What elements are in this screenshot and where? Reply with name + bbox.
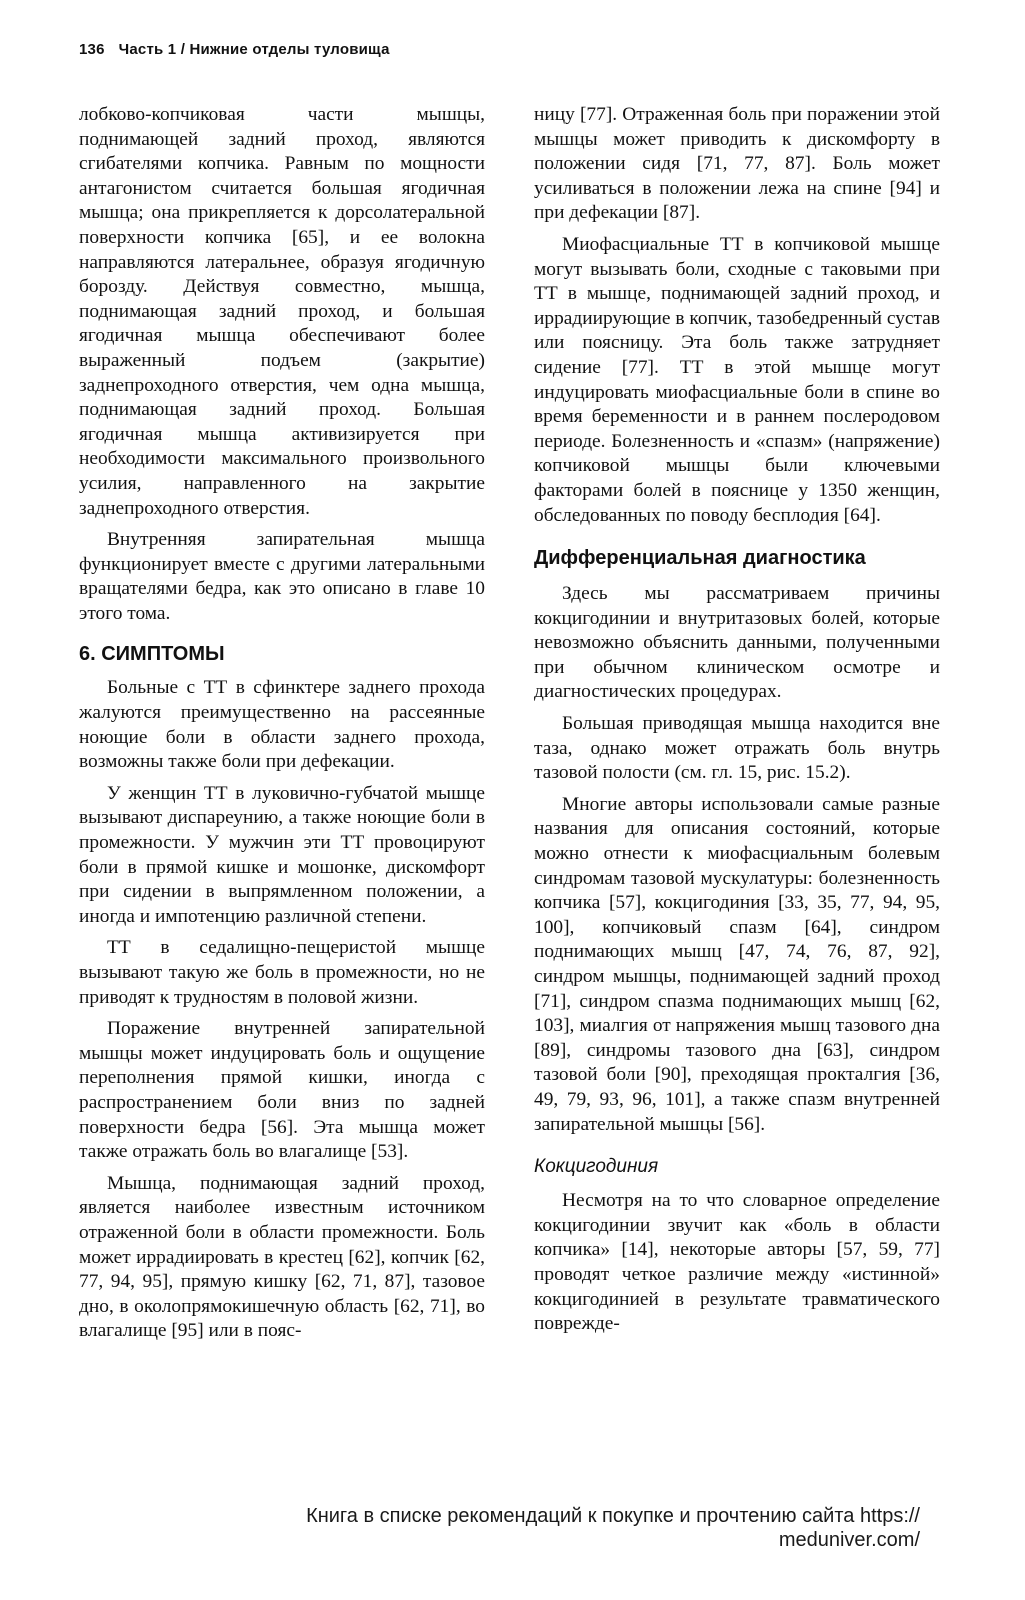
paragraph: Большая приводящая мышца находится вне таза, однако может отражать боль внутрь тазовой полости (см. гл. 15, рис. 15.2). [534,713,940,784]
page-number: 136 [79,41,105,58]
paragraph: Внутренняя запирательная мышца функционирует вместе с другими латеральными вращателями бедра, как это описано в главе 10 этого тома. [79,529,485,624]
subsection-heading: Дифференциальная диагностика [534,547,866,570]
paragraph: Поражение внутренней запирательной мышцы может индуцировать боль и ощущение переполнения прямой кишки, иногда с распространением боли вниз по задней поверхности бедра [56]. Эта мышца может также отражать боль во влагалище [53]. [79,1018,485,1163]
section-heading: 6. СИМПТОМЫ [79,643,225,666]
left-column [79,103,485,1351]
paragraph: лобково-копчиковая части мышцы, поднимающей задний проход, являются сгибателями копчика. Равным по мощности антагонистом считается большая ягодичная мышца; она прикрепляется к дорсолатеральной поверхности копчика [65], и ее волокна направляются латеральнее, образуя ягодичную борозду. Действуя совместно, мышца, поднимающая задний проход, и большая ягодичная мышца обеспечивают более выраженный подъем (закрытие) заднепроходного отверстия, чем одна мышца, поднимающая задний проход. Большая ягодичная мышца активизируется при необходимости максимального произвольного усилия, направленного на закрытие заднепроходного отверстия. [79,104,485,519]
paragraph: Несмотря на то что словарное определение кокцигодинии звучит как «боль в области копчика» [14], некоторые авторы [57, 59, 77] проводят четкое различие между «истинной» кокцигодинией в результате травматического поврежде- [534,1190,940,1335]
paragraph: ницу [77]. Отраженная боль при поражении этой мышцы может приводить к дискомфорту в положении сидя [71, 77, 87]. Боль может усиливаться в положении лежа на спине [94] и при дефекации [87]. [534,104,940,224]
paragraph: У женщин ТТ в луковично-губчатой мышце вызывают диспареунию, а также ноющие боли в промежности. У мужчин эти ТТ провоцируют боли в прямой кишке и мошонке, дискомфорт при сидении в выпрямленном положении, а иногда и импотенцию различной степени. [79,782,485,927]
paragraph: Здесь мы рассматриваем причины кокцигодинии и внутритазовых болей, которые невозможно объяснить данными, полученными при обычном клиническом осмотре и диагностических процедурах. [534,583,940,703]
paragraph: Больные с ТТ в сфинктере заднего прохода жалуются преимущественно на рассеянные ноющие боли в области заднего прохода, возможны также боли при дефекации. [79,677,485,773]
paragraph: Многие авторы использовали самые разные названия для описания состояний, которые можно отнести к миофасциальным болевым синдромам тазовой мускулатуры: болезненность копчика [57], кокцигодиния [33, 35, 77, 94, 95, 100], копчиковый спазм [64], синдром поднимающих мышц [47, 74, 76, 87, 92], синдром мышцы, поднимающей задний проход [71], синдром спазма поднимающих мышц [62, 103], миалгия от напряжения мышц тазового дна [89], синдромы тазового дна [63], синдром тазовой боли [90], преходящая прокталгия [36, 49, 79, 93, 96, 101], а также спазм внутренней запирательной мышцы [56]. [534,793,940,1135]
paragraph: ТТ в седалищно-пещеристой мышце вызывают такую же боль в промежности, но не приводят к трудностям в половой жизни. [79,937,485,1008]
running-title: Часть 1 / Нижние отделы туловища [118,41,390,58]
footer-line-2: meduniver.com/ [778,1529,920,1551]
italic-subheading: Кокцигодиния [534,1156,659,1178]
watermark-footer [160,1504,920,1552]
paragraph: Миофасциальные ТТ в копчиковой мышце могут вызывать боли, сходные с таковыми при ТТ в мышце, поднимающей задний проход, и иррадиирующие в копчик, тазобедренный сустав или поясницу. Эта боль также затрудняет сидение [77]. ТТ в этой мышце могут индуцировать миофасциальные боли в спине во время беременности и в раннем послеродовом периоде. Болезненность и «спазм» (напряжение) копчиковой мышцы были ключевыми факторами болей в пояснице у 1350 женщин, обследованных по поводу бесплодия [64]. [534,233,940,526]
right-column [534,103,940,1344]
paragraph: Мышца, поднимающая задний проход, является наиболее известным источником отраженной боли в области промежности. Боль может иррадиировать в крестец [62], копчик [62, 77, 94, 95], прямую кишку [62, 71, 87], тазовое дно, в околопрямокишечную область [62, 71], во влагалище [95] или в пояс- [79,1172,485,1342]
running-header [79,41,390,58]
footer-line-1: Книга в списке рекомендаций к покупке и прочтению сайта https:// [306,1505,920,1527]
